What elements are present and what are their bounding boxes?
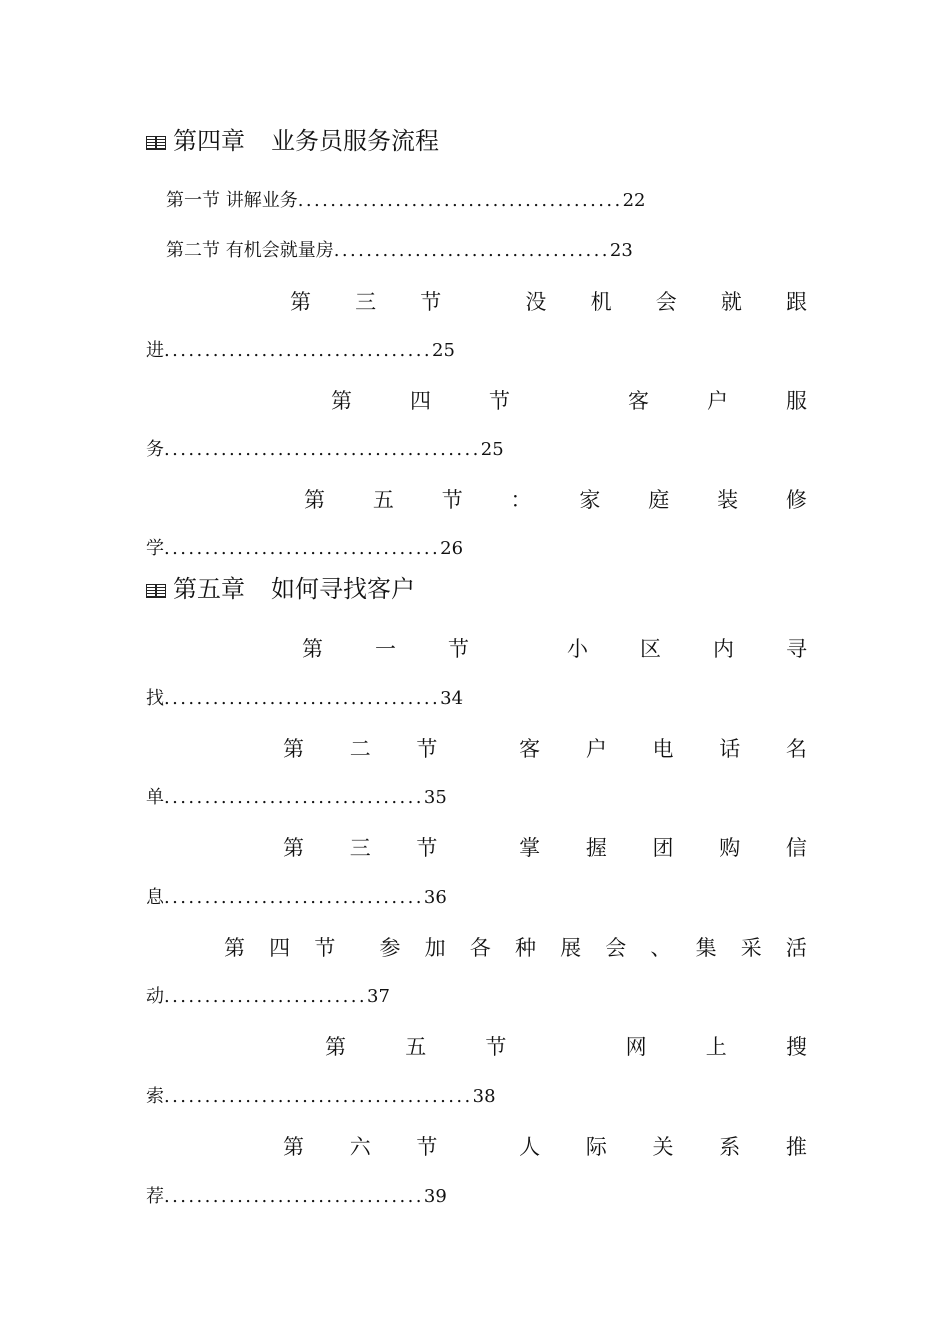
toc-char: 节 — [489, 389, 510, 413]
toc-char: 各 — [469, 936, 491, 960]
toc-entry-justified[interactable] — [304, 487, 807, 513]
dot-leader: .................................. — [164, 538, 441, 559]
toc-entry-page: 34 — [440, 688, 464, 709]
chapter-number: 第五章 — [173, 575, 245, 603]
toc-char: 家 — [579, 488, 601, 512]
dot-leader: .................................. — [164, 688, 441, 709]
toc-entry-page: 37 — [367, 986, 390, 1007]
toc-char: 电 — [652, 737, 674, 761]
toc-entry-justified[interactable] — [325, 1034, 807, 1060]
chapter-title: 如何寻找客户 — [271, 575, 415, 603]
toc-char: 节 — [314, 936, 336, 960]
toc-char: 二 — [349, 737, 371, 761]
dot-leader: ................................. — [164, 340, 433, 361]
toc-entry-continuation[interactable] — [146, 985, 390, 1009]
toc-entry-justified[interactable] — [331, 388, 807, 414]
toc-entry-page: 22 — [622, 190, 646, 211]
toc-char: 区 — [640, 637, 661, 661]
toc-char: 节 — [485, 1035, 507, 1059]
toc-char: 系 — [719, 1135, 741, 1159]
toc-char: 信 — [785, 836, 807, 860]
toc-entry-label: 第一节 讲解业务 — [166, 190, 298, 211]
toc-char: 网 — [625, 1035, 647, 1059]
dot-leader: ................................ — [164, 1186, 424, 1207]
dot-leader: ................................ — [164, 787, 424, 808]
toc-char: 机 — [590, 290, 612, 314]
dot-leader: ....................................... — [164, 439, 481, 460]
toc-char: 集 — [695, 936, 717, 960]
toc-char: 第 — [283, 1135, 304, 1159]
toc-entry-label: 动 — [146, 986, 164, 1007]
toc-char: 内 — [713, 637, 734, 661]
toc-entry-justified[interactable] — [302, 636, 807, 662]
toc-char: 掌 — [519, 836, 541, 860]
toc-char: 一 — [375, 637, 396, 661]
toc-entry-page: 36 — [423, 887, 447, 908]
toc-entry-label: 找 — [146, 688, 164, 709]
toc-char: 会 — [655, 290, 677, 314]
toc-char: 四 — [410, 389, 431, 413]
chapter-number: 第四章 — [173, 127, 245, 155]
toc-char: 购 — [719, 836, 741, 860]
toc-entry-page: 25 — [432, 340, 455, 361]
toc-char: 五 — [405, 1035, 427, 1059]
toc-entry-continuation[interactable] — [146, 1185, 447, 1209]
toc-entry-justified[interactable] — [290, 289, 807, 315]
toc-entry-continuation[interactable] — [146, 687, 463, 711]
toc-char: 人 — [519, 1135, 541, 1159]
toc-char: 推 — [785, 1135, 807, 1159]
toc-char: 节 — [416, 836, 438, 860]
toc-char: 三 — [355, 290, 377, 314]
toc-char: 节 — [448, 637, 469, 661]
dot-leader: ...................................... — [164, 1086, 473, 1107]
toc-char: 第 — [331, 389, 352, 413]
toc-char: 客 — [628, 389, 649, 413]
chapter-title: 业务员服务流程 — [271, 127, 439, 155]
toc-entry-label: 学 — [146, 538, 164, 559]
toc-entry-label: 进 — [146, 340, 164, 361]
toc-char: 户 — [585, 737, 607, 761]
toc-entry-label: 息 — [146, 887, 164, 908]
toc-entry-label: 荐 — [146, 1186, 164, 1207]
toc-char: 际 — [585, 1135, 607, 1159]
toc-entry-label: 第二节 有机会就量房 — [166, 240, 334, 261]
toc-char: 节 — [416, 1135, 438, 1159]
toc-char: 关 — [652, 1135, 674, 1159]
book-icon — [146, 136, 166, 150]
toc-char: 修 — [785, 488, 807, 512]
toc-char: 寻 — [786, 637, 807, 661]
toc-char: 节 — [416, 737, 438, 761]
chapter-heading[interactable] — [146, 126, 439, 156]
toc-entry-continuation[interactable] — [146, 537, 463, 561]
toc-char: 第 — [283, 737, 304, 761]
toc-char: 装 — [717, 488, 739, 512]
toc-entry-justified[interactable] — [224, 935, 807, 961]
toc-char: 活 — [785, 936, 807, 960]
toc-char: 节 — [420, 290, 442, 314]
book-icon — [146, 584, 166, 598]
toc-entry-justified[interactable] — [283, 1134, 807, 1160]
toc-char: 五 — [372, 488, 394, 512]
toc-entry-label: 单 — [146, 787, 164, 808]
toc-char: 第 — [325, 1035, 346, 1059]
toc-char: 第 — [283, 836, 304, 860]
toc-char: 展 — [560, 936, 582, 960]
toc-entry-justified[interactable] — [283, 736, 807, 762]
toc-char: 第 — [302, 637, 323, 661]
toc-entry-continuation[interactable] — [146, 438, 504, 462]
toc-char: 上 — [705, 1035, 727, 1059]
toc-char: 加 — [424, 936, 446, 960]
toc-entry-page: 26 — [440, 538, 464, 559]
toc-char: 会 — [605, 936, 627, 960]
dot-leader: ......................... — [164, 986, 368, 1007]
toc-char: 客 — [519, 737, 541, 761]
toc-char: 四 — [269, 936, 291, 960]
toc-entry-label: 索 — [146, 1086, 164, 1107]
toc-char: 庭 — [648, 488, 670, 512]
toc-char: 服 — [786, 389, 807, 413]
toc-char: 采 — [740, 936, 762, 960]
toc-char: 没 — [525, 290, 547, 314]
toc-char: 、 — [650, 936, 672, 960]
toc-char: 参 — [379, 936, 401, 960]
toc-entry-continuation[interactable] — [146, 339, 455, 363]
toc-entry-continuation[interactable] — [146, 786, 447, 810]
toc-char: ： — [510, 488, 532, 512]
dot-leader: .................................. — [333, 240, 610, 261]
toc-char: 跟 — [785, 290, 807, 314]
toc-entry-label: 务 — [146, 439, 164, 460]
toc-char: 握 — [585, 836, 607, 860]
toc-char: 就 — [720, 290, 742, 314]
toc-entry-justified[interactable] — [283, 835, 807, 861]
toc-char: 团 — [652, 836, 674, 860]
toc-char: 第 — [304, 488, 325, 512]
toc-char: 名 — [785, 737, 807, 761]
toc-entry-continuation[interactable] — [146, 1085, 496, 1109]
dot-leader: ................................ — [164, 887, 424, 908]
toc-char: 户 — [707, 389, 728, 413]
toc-char: 话 — [719, 737, 741, 761]
toc-char: 三 — [349, 836, 371, 860]
toc-entry[interactable] — [166, 239, 633, 263]
toc-entry-page: 23 — [609, 240, 633, 261]
toc-entry-page: 25 — [480, 439, 504, 460]
toc-char: 六 — [349, 1135, 371, 1159]
toc-char: 种 — [514, 936, 536, 960]
toc-entry-page: 39 — [423, 1186, 447, 1207]
toc-entry-page: 35 — [423, 787, 447, 808]
chapter-heading[interactable] — [146, 574, 415, 604]
toc-entry-continuation[interactable] — [146, 886, 447, 910]
toc-char: 节 — [441, 488, 463, 512]
toc-char: 第 — [224, 936, 245, 960]
toc-char: 搜 — [785, 1035, 807, 1059]
toc-char: 第 — [290, 290, 311, 314]
toc-char: 小 — [567, 637, 588, 661]
dot-leader: ........................................ — [297, 190, 623, 211]
toc-entry[interactable] — [166, 189, 646, 213]
toc-entry-page: 38 — [472, 1086, 496, 1107]
